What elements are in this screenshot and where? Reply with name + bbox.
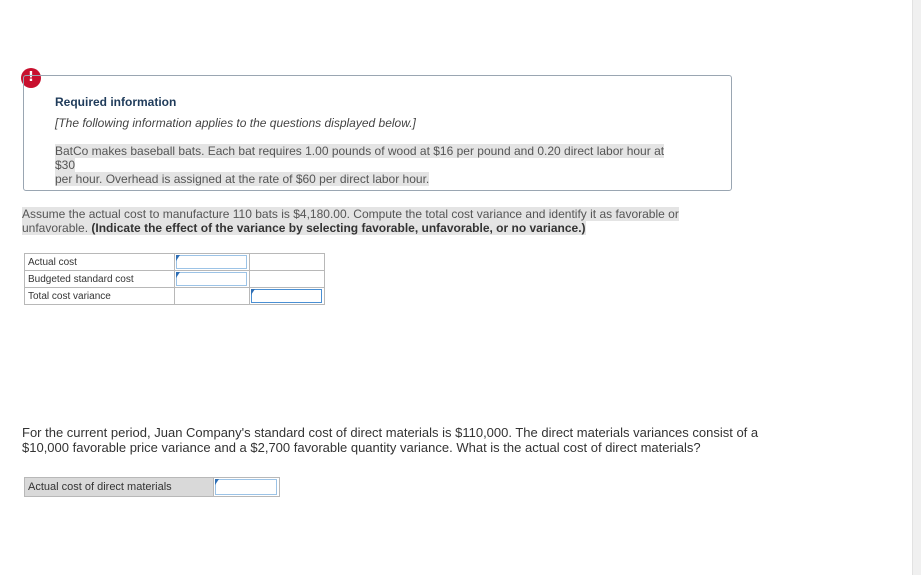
budgeted-standard-cost-input[interactable] [176,272,247,286]
variance-type-cell [250,288,325,305]
budgeted-standard-cost-cell [175,271,250,288]
question-2-line-1: For the current period, Juan Company's standard cost of direct materials is $110,000. The direct materials variances consist of a [22,425,759,440]
actual-cost-direct-materials-input[interactable] [215,479,277,495]
direct-materials-row [24,477,280,497]
question-1-line-2-prefix: unfavorable. [22,221,89,235]
question-1-text [22,207,682,235]
actual-cost-direct-materials-label: Actual cost of direct materials [25,478,213,496]
direct-materials-cell [213,478,279,496]
info-text-line-2: per hour. Overhead is assigned at the rate of $60 per direct labor hour. [55,172,430,186]
required-information-box [23,75,732,191]
actual-cost-input[interactable] [176,255,247,269]
info-note: [The following information applies to the questions displayed below.] [55,116,416,130]
input-marker-icon [176,255,180,261]
budgeted-standard-cost-label: Budgeted standard cost [25,271,175,288]
input-marker-icon [176,272,180,278]
total-cost-variance-label: Total cost variance [25,288,175,305]
info-text-line-1: BatCo makes baseball bats. Each bat requires 1.00 pounds of wood at $16 per pound and 0.20 direct labor hour at $30 [55,144,665,172]
table-row [25,254,325,271]
actual-cost-cell [175,254,250,271]
question-1-line-1: Assume the actual cost to manufacture 110 bats is $4,180.00. Compute the total cost variance and identify it as favorable or [22,207,679,221]
total-cost-variance-amount-cell [175,288,250,305]
question-2-text [22,425,802,455]
table-row [25,271,325,288]
empty-cell [250,271,325,288]
select-marker-icon [251,289,255,295]
info-title: Required information [55,95,177,109]
variance-type-select[interactable] [251,289,322,303]
vertical-scrollbar[interactable] [912,0,921,575]
info-text [55,144,685,186]
cost-variance-table [24,253,325,305]
table-row [25,288,325,305]
exclamation-icon: ! [21,68,41,88]
question-2-line-2: $10,000 favorable price variance and a $2,700 favorable quantity variance. What is the actual cost of direct materials? [22,440,701,455]
input-marker-icon [215,479,219,485]
question-1-line-2 [22,221,586,235]
empty-cell [250,254,325,271]
actual-cost-label: Actual cost [25,254,175,271]
question-1-instruction: (Indicate the effect of the variance by selecting favorable, unfavorable, or no variance.) [91,221,586,235]
